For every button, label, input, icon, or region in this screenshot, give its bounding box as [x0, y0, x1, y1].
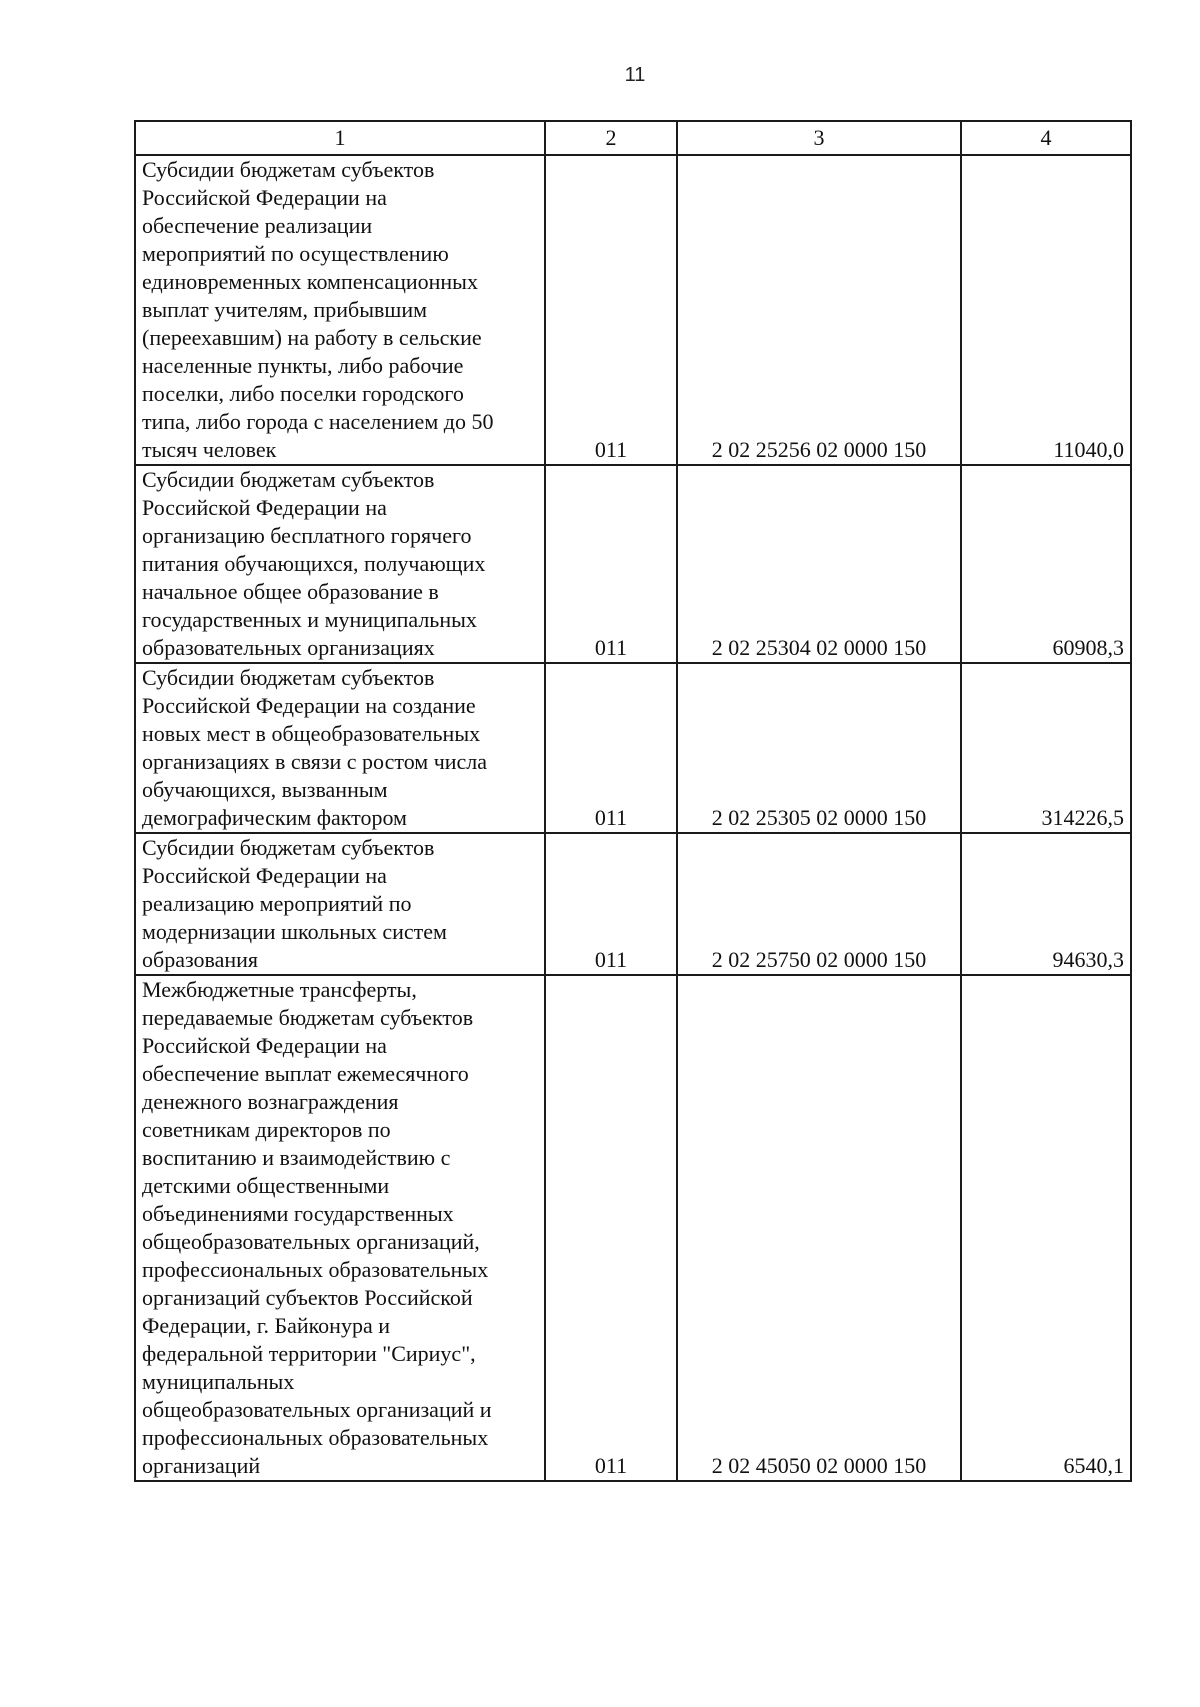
row-description: Субсидии бюджетам субъектов Российской Федерации на организацию бесплатного горячего питания обучающихся, получающих начальное общее образование в государственных и муниципальных образовательных организациях: [135, 465, 545, 663]
row-code: 011: [545, 155, 677, 465]
row-code: 011: [545, 663, 677, 833]
column-header-2: 2: [545, 121, 677, 155]
row-amount: 314226,5: [961, 663, 1131, 833]
row-kbk: 2 02 25304 02 0000 150: [677, 465, 961, 663]
row-amount: 94630,3: [961, 833, 1131, 975]
budget-table: [134, 120, 1132, 1482]
table-row: [135, 155, 1131, 465]
page-number: 11: [624, 64, 646, 86]
row-description: Субсидии бюджетам субъектов Российской Федерации на реализацию мероприятий по модернизации школьных систем образования: [135, 833, 545, 975]
row-kbk: 2 02 25305 02 0000 150: [677, 663, 961, 833]
row-code: 011: [545, 465, 677, 663]
table-row: [135, 465, 1131, 663]
row-description: Субсидии бюджетам субъектов Российской Федерации на создание новых мест в общеобразовательных организациях в связи с ростом числа обучающихся, вызванным демографическим фактором: [135, 663, 545, 833]
row-code: 011: [545, 833, 677, 975]
row-amount: 60908,3: [961, 465, 1131, 663]
row-description: Межбюджетные трансферты, передаваемые бюджетам субъектов Российской Федерации на обеспечение выплат ежемесячного денежного вознаграждения советникам директоров по воспитанию и взаимодействию с детскими общественными объединениями государственных общеобразовательных организаций, профессиональных образовательных организаций субъектов Российской Федерации, г. Байконура и федеральной территории "Сириус", муниципальных общеобразовательных организаций и профессиональных образовательных организаций: [135, 975, 545, 1481]
row-kbk: 2 02 45050 02 0000 150: [677, 975, 961, 1481]
table-row: [135, 833, 1131, 975]
row-amount: 11040,0: [961, 155, 1131, 465]
row-code: 011: [545, 975, 677, 1481]
column-header-1: 1: [135, 121, 545, 155]
row-amount: 6540,1: [961, 975, 1131, 1481]
row-description: Субсидии бюджетам субъектов Российской Федерации на обеспечение реализации мероприятий по осуществлению единовременных компенсационных выплат учителям, прибывшим (переехавшим) на работу в сельские населенные пункты, либо рабочие поселки, либо поселки городского типа, либо города с населением до 50 тысяч человек: [135, 155, 545, 465]
table-row: [135, 975, 1131, 1481]
row-kbk: 2 02 25750 02 0000 150: [677, 833, 961, 975]
column-header-4: 4: [961, 121, 1131, 155]
row-kbk: 2 02 25256 02 0000 150: [677, 155, 961, 465]
table-row: [135, 663, 1131, 833]
header-row: [135, 121, 1131, 155]
column-header-3: 3: [677, 121, 961, 155]
